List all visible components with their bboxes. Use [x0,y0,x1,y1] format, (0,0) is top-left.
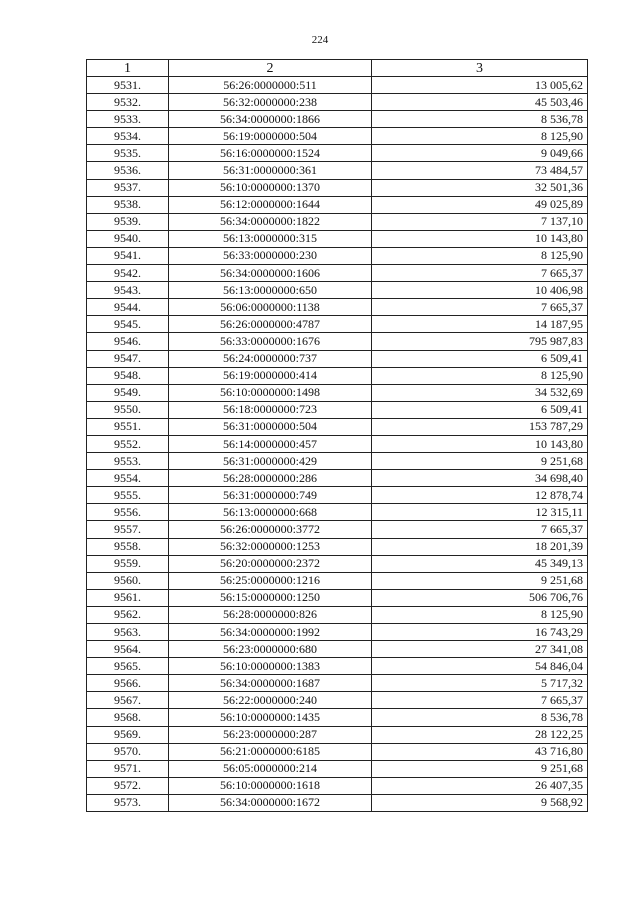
cadastral-number-cell: 56:23:0000000:287 [169,726,372,743]
cadastral-number-cell: 56:15:0000000:1250 [169,589,372,606]
table-row [87,726,588,743]
row-number-cell: 9558. [87,538,169,555]
amount-cell: 8 125,90 [372,367,588,384]
amount-cell: 43 716,80 [372,743,588,760]
table-row [87,709,588,726]
table-row [87,624,588,641]
amount-cell: 9 251,68 [372,572,588,589]
column-header-2: 2 [169,60,372,77]
table-row [87,658,588,675]
amount-cell: 10 143,80 [372,230,588,247]
table-row [87,453,588,470]
cadastral-number-cell: 56:32:0000000:238 [169,94,372,111]
cadastral-number-cell: 56:22:0000000:240 [169,692,372,709]
cadastral-number-cell: 56:34:0000000:1672 [169,794,372,811]
table-row [87,606,588,623]
row-number-cell: 9565. [87,658,169,675]
table-row [87,487,588,504]
cadastral-number-cell: 56:05:0000000:214 [169,760,372,777]
row-number-cell: 9551. [87,418,169,435]
cadastral-number-cell: 56:26:0000000:3772 [169,521,372,538]
amount-cell: 6 509,41 [372,350,588,367]
cadastral-number-cell: 56:12:0000000:1644 [169,196,372,213]
amount-cell: 12 878,74 [372,487,588,504]
row-number-cell: 9561. [87,589,169,606]
cadastral-number-cell: 56:34:0000000:1687 [169,675,372,692]
table-row [87,401,588,418]
cadastral-number-cell: 56:28:0000000:826 [169,606,372,623]
table-body [87,77,588,812]
cadastral-number-cell: 56:10:0000000:1498 [169,384,372,401]
row-number-cell: 9568. [87,709,169,726]
table-row [87,282,588,299]
amount-cell: 8 125,90 [372,606,588,623]
cadastral-number-cell: 56:23:0000000:680 [169,641,372,658]
row-number-cell: 9532. [87,94,169,111]
table-row [87,692,588,709]
amount-cell: 7 665,37 [372,265,588,282]
row-number-cell: 9567. [87,692,169,709]
amount-cell: 73 484,57 [372,162,588,179]
row-number-cell: 9545. [87,316,169,333]
cadastral-number-cell: 56:31:0000000:504 [169,418,372,435]
table-row [87,589,588,606]
table-row [87,230,588,247]
row-number-cell: 9571. [87,760,169,777]
cadastral-number-cell: 56:34:0000000:1822 [169,213,372,230]
amount-cell: 153 787,29 [372,418,588,435]
registry-table [86,59,588,812]
amount-cell: 7 665,37 [372,299,588,316]
row-number-cell: 9560. [87,572,169,589]
amount-cell: 28 122,25 [372,726,588,743]
row-number-cell: 9533. [87,111,169,128]
amount-cell: 8 125,90 [372,128,588,145]
cadastral-number-cell: 56:13:0000000:650 [169,282,372,299]
cadastral-number-cell: 56:16:0000000:1524 [169,145,372,162]
cadastral-number-cell: 56:26:0000000:4787 [169,316,372,333]
row-number-cell: 9543. [87,282,169,299]
row-number-cell: 9546. [87,333,169,350]
cadastral-number-cell: 56:34:0000000:1866 [169,111,372,128]
row-number-cell: 9550. [87,401,169,418]
amount-cell: 5 717,32 [372,675,588,692]
cadastral-number-cell: 56:06:0000000:1138 [169,299,372,316]
amount-cell: 27 341,08 [372,641,588,658]
amount-cell: 32 501,36 [372,179,588,196]
table-row [87,77,588,94]
table-row [87,504,588,521]
cadastral-number-cell: 56:10:0000000:1618 [169,777,372,794]
amount-cell: 10 406,98 [372,282,588,299]
table-row [87,316,588,333]
column-header-3: 3 [372,60,588,77]
row-number-cell: 9559. [87,555,169,572]
column-header-1: 1 [87,60,169,77]
row-number-cell: 9562. [87,606,169,623]
row-number-cell: 9557. [87,521,169,538]
table-row [87,367,588,384]
cadastral-number-cell: 56:31:0000000:361 [169,162,372,179]
table-row [87,265,588,282]
cadastral-number-cell: 56:20:0000000:2372 [169,555,372,572]
cadastral-number-cell: 56:28:0000000:286 [169,470,372,487]
cadastral-number-cell: 56:31:0000000:749 [169,487,372,504]
table-row [87,521,588,538]
table-row [87,94,588,111]
cadastral-number-cell: 56:33:0000000:230 [169,247,372,264]
row-number-cell: 9541. [87,247,169,264]
row-number-cell: 9547. [87,350,169,367]
amount-cell: 7 665,37 [372,521,588,538]
table-row [87,247,588,264]
amount-cell: 18 201,39 [372,538,588,555]
row-number-cell: 9554. [87,470,169,487]
amount-cell: 13 005,62 [372,77,588,94]
amount-cell: 7 665,37 [372,692,588,709]
table-row [87,555,588,572]
table-row [87,145,588,162]
cadastral-number-cell: 56:19:0000000:504 [169,128,372,145]
cadastral-number-cell: 56:33:0000000:1676 [169,333,372,350]
amount-cell: 49 025,89 [372,196,588,213]
cadastral-number-cell: 56:34:0000000:1606 [169,265,372,282]
amount-cell: 10 143,80 [372,435,588,452]
table-row [87,213,588,230]
cadastral-number-cell: 56:13:0000000:315 [169,230,372,247]
table-row [87,777,588,794]
row-number-cell: 9536. [87,162,169,179]
table-row [87,641,588,658]
table-row [87,299,588,316]
amount-cell: 16 743,29 [372,624,588,641]
cadastral-number-cell: 56:24:0000000:737 [169,350,372,367]
cadastral-number-cell: 56:14:0000000:457 [169,435,372,452]
amount-cell: 54 846,04 [372,658,588,675]
row-number-cell: 9537. [87,179,169,196]
amount-cell: 9 251,68 [372,453,588,470]
table-row [87,111,588,128]
table-row [87,128,588,145]
table-row [87,675,588,692]
table-row [87,196,588,213]
table-row [87,794,588,811]
cadastral-number-cell: 56:13:0000000:668 [169,504,372,521]
table-row [87,333,588,350]
row-number-cell: 9549. [87,384,169,401]
row-number-cell: 9564. [87,641,169,658]
cadastral-number-cell: 56:21:0000000:6185 [169,743,372,760]
row-number-cell: 9540. [87,230,169,247]
cadastral-number-cell: 56:31:0000000:429 [169,453,372,470]
amount-cell: 8 536,78 [372,709,588,726]
row-number-cell: 9573. [87,794,169,811]
table-row [87,538,588,555]
row-number-cell: 9570. [87,743,169,760]
table-row [87,743,588,760]
row-number-cell: 9566. [87,675,169,692]
amount-cell: 506 706,76 [372,589,588,606]
row-number-cell: 9569. [87,726,169,743]
cadastral-number-cell: 56:10:0000000:1383 [169,658,372,675]
cadastral-number-cell: 56:26:0000000:511 [169,77,372,94]
table-row [87,572,588,589]
amount-cell: 45 349,13 [372,555,588,572]
amount-cell: 26 407,35 [372,777,588,794]
amount-cell: 9 251,68 [372,760,588,777]
row-number-cell: 9531. [87,77,169,94]
cadastral-number-cell: 56:10:0000000:1370 [169,179,372,196]
table-row [87,350,588,367]
row-number-cell: 9544. [87,299,169,316]
amount-cell: 9 049,66 [372,145,588,162]
row-number-cell: 9552. [87,435,169,452]
row-number-cell: 9553. [87,453,169,470]
table-row [87,384,588,401]
amount-cell: 9 568,92 [372,794,588,811]
row-number-cell: 9572. [87,777,169,794]
cadastral-number-cell: 56:10:0000000:1435 [169,709,372,726]
amount-cell: 8 536,78 [372,111,588,128]
header-row [87,60,588,77]
cadastral-number-cell: 56:18:0000000:723 [169,401,372,418]
row-number-cell: 9534. [87,128,169,145]
table-row [87,760,588,777]
table-row [87,418,588,435]
amount-cell: 45 503,46 [372,94,588,111]
row-number-cell: 9538. [87,196,169,213]
row-number-cell: 9539. [87,213,169,230]
amount-cell: 12 315,11 [372,504,588,521]
amount-cell: 7 137,10 [372,213,588,230]
amount-cell: 8 125,90 [372,247,588,264]
page-number: 224 [311,34,329,46]
amount-cell: 795 987,83 [372,333,588,350]
amount-cell: 34 532,69 [372,384,588,401]
cadastral-number-cell: 56:19:0000000:414 [169,367,372,384]
table-row [87,470,588,487]
amount-cell: 6 509,41 [372,401,588,418]
row-number-cell: 9542. [87,265,169,282]
cadastral-number-cell: 56:32:0000000:1253 [169,538,372,555]
cadastral-number-cell: 56:25:0000000:1216 [169,572,372,589]
row-number-cell: 9548. [87,367,169,384]
table-row [87,179,588,196]
table-row [87,435,588,452]
row-number-cell: 9556. [87,504,169,521]
row-number-cell: 9535. [87,145,169,162]
table-row [87,162,588,179]
cadastral-number-cell: 56:34:0000000:1992 [169,624,372,641]
row-number-cell: 9563. [87,624,169,641]
amount-cell: 34 698,40 [372,470,588,487]
amount-cell: 14 187,95 [372,316,588,333]
row-number-cell: 9555. [87,487,169,504]
